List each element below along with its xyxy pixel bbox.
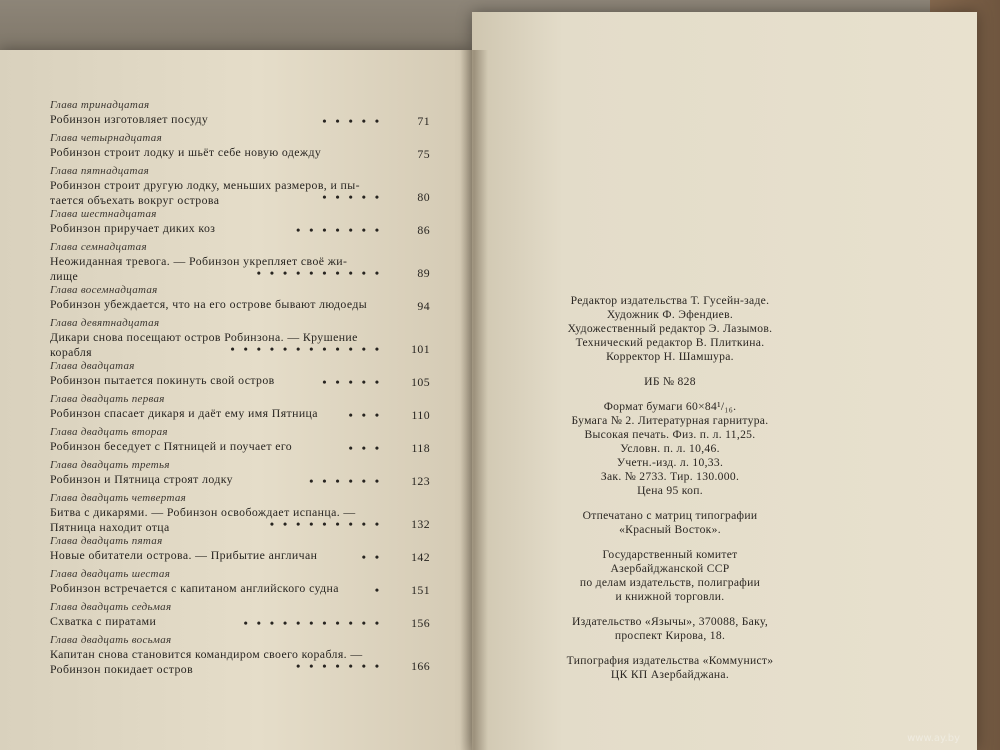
chapter-heading: Глава двадцатая [50,360,135,372]
chapter-title-line: Робинзон пытается покинуть свой остров [50,373,275,387]
chapter-heading: Глава семнадцатая [50,241,147,253]
leader-dots: ••••••••••• [243,615,388,630]
chapter-title-line: Робинзон строит другую лодку, меньших размеров, и пы- [50,178,360,192]
chapter-heading: Глава шестнадцатая [50,208,157,220]
printer-line: Типография издательства «Коммунист» [566,654,774,667]
committee-line: Государственный комитет [602,548,738,561]
committee-line: и книжной торговли. [615,590,725,603]
spec-line: Учетн.-изд. л. 10,33. [616,456,724,469]
chapter-title-line: Робинзон убеждается, что на его острове бывают людоеды [50,297,368,311]
page-number: 80 [417,189,430,204]
chapter-title-line: Робинзон строит лодку и шьёт себе новую одежду [50,145,322,159]
toc-entry [50,221,430,240]
chapter-title-line: Робинзон и Пятница строят лодку [50,472,233,486]
chapter-heading: Глава тринадцатая [50,99,150,111]
credit-line: Художник Ф. Эфендиев. [606,308,734,321]
leader-dots: • [374,582,388,597]
table-of-contents [50,98,430,676]
publisher-line: Издательство «Язычы», 370088, Баку, [571,615,769,628]
toc-entry [50,406,430,425]
toc-entry [50,505,430,534]
printer-line: ЦК КП Азербайджана. [610,668,730,681]
committee-block [520,548,820,604]
publisher-line: проспект Кирова, 18. [614,629,726,642]
chapter-title-line: Битва с дикарями. — Робинзон освобождает испанца. — [50,505,356,519]
toc-entry [50,647,430,676]
toc-entry [50,178,430,207]
leader-dots: ••••••• [296,222,388,237]
leader-dots: •••••• [309,473,388,488]
leader-dots: •••••••••• [256,265,388,280]
chapter-title-line: Робинзон встречается с капитаном английского судна [50,581,339,595]
toc-entry [50,614,430,633]
chapter-heading: Глава двадцать седьмая [50,601,172,613]
page-number: 118 [411,440,430,455]
imprint-block [520,294,820,682]
spec-line: Зак. № 2733. Тир. 130.000. [600,470,740,483]
leader-dots: ••• [348,407,388,422]
ib-number: ИБ № 828 [644,375,696,388]
chapter-title-line: Капитан снова становится командиром своего корабля. — [50,647,363,661]
toc-entry [50,254,430,283]
credit-line: Технический редактор В. Плиткина. [575,336,765,349]
page-number: 151 [411,582,430,597]
page-number: 156 [411,615,430,630]
leader-dots: •• [361,549,388,564]
chapter-heading: Глава пятнадцатая [50,165,150,177]
chapter-title-line: тается объехать вокруг острова [50,192,220,207]
page-number: 71 [417,113,430,128]
page-number: 123 [411,473,430,488]
chapter-heading: Глава четырнадцатая [50,132,162,144]
chapter-heading: Глава двадцать первая [50,393,165,405]
page-number: 166 [411,658,430,673]
leader-dots: ••••••• [296,658,388,673]
page-number: 75 [417,146,430,161]
chapter-heading: Глава восемнадцатая [50,284,158,296]
printed-from-line: «Красный Восток». [619,523,721,536]
toc-entry [50,439,430,458]
chapter-title-line: Новые обитатели острова. — Прибытие англичан [50,548,318,562]
chapter-title-line: Схватка с пиратами [50,614,157,628]
chapter-title-line: Пятница находит отца [50,519,170,534]
specs-block [520,400,820,498]
credit-line: Художественный редактор Э. Лазымов. [567,322,773,335]
page-number: 89 [417,265,430,280]
spec-line: Условн. п. л. 10,46. [620,442,720,455]
chapter-title-line: корабля [50,344,92,359]
credits-block [520,294,820,364]
leader-dots: ••• [348,440,388,455]
toc-entry [50,112,430,131]
chapter-title-line: Робинзон беседует с Пятницей и поучает его [50,439,293,453]
page-number: 101 [411,341,430,356]
toc-entry [50,145,430,164]
chapter-heading: Глава двадцать восьмая [50,634,172,646]
printed-from-line: Отпечатано с матриц типографии [582,509,758,522]
toc-entry [50,581,430,600]
chapter-heading: Глава двадцать пятая [50,535,163,547]
printer-block [520,654,820,682]
spec-line: Формат бумаги 60×84¹/₁₆. [603,400,737,413]
leader-dots: ••••••••• [269,516,388,531]
leader-dots: •••••••••••• [230,341,388,356]
chapter-title-line: Неожиданная тревога. — Робинзон укрепляет своё жи- [50,254,348,268]
chapter-title-line: Робинзон спасает дикаря и даёт ему имя Пятница [50,406,318,420]
site-watermark: www.ay.by [907,733,960,744]
committee-line: Азербайджанской ССР [610,562,730,575]
spec-line: Бумага № 2. Литературная гарнитура. [571,414,769,427]
chapter-title-line: Робинзон покидает остров [50,661,194,676]
toc-entry [50,373,430,392]
chapter-title-line: лище [50,268,79,283]
page-number: 132 [411,516,430,531]
page-number: 142 [411,549,430,564]
page-number: 105 [411,374,430,389]
toc-entry [50,548,430,567]
chapter-title-line: Дикари снова посещают остров Робинзона. — Крушение [50,330,358,344]
leader-dots: ••••• [322,113,388,128]
toc-entry [50,330,430,359]
leader-dots: ••••• [322,189,388,204]
leader-dots: ••••• [322,374,388,389]
page-number: 94 [417,298,430,313]
chapter-heading: Глава двадцать третья [50,459,170,471]
chapter-heading: Глава двадцать четвертая [50,492,187,504]
chapter-heading: Глава двадцать шестая [50,568,171,580]
spec-line: Цена 95 коп. [637,484,703,497]
chapter-title-line: Робинзон изготовляет посуду [50,112,209,126]
book-gutter [460,50,488,750]
page-number: 110 [411,407,430,422]
credit-line: Редактор издательства Т. Гусейн-заде. [570,294,770,307]
committee-line: по делам издательств, полиграфии [579,576,761,589]
publisher-block [520,615,820,643]
page-number: 86 [417,222,430,237]
toc-entry [50,472,430,491]
chapter-title-line: Робинзон приручает диких коз [50,221,216,235]
printed-from-block [520,509,820,537]
credit-line: Корректор Н. Шамшура. [606,350,734,363]
spec-line: Высокая печать. Физ. п. л. 11,25. [584,428,756,441]
chapter-heading: Глава двадцать вторая [50,426,168,438]
chapter-heading: Глава девятнадцатая [50,317,160,329]
toc-entry [50,297,430,316]
